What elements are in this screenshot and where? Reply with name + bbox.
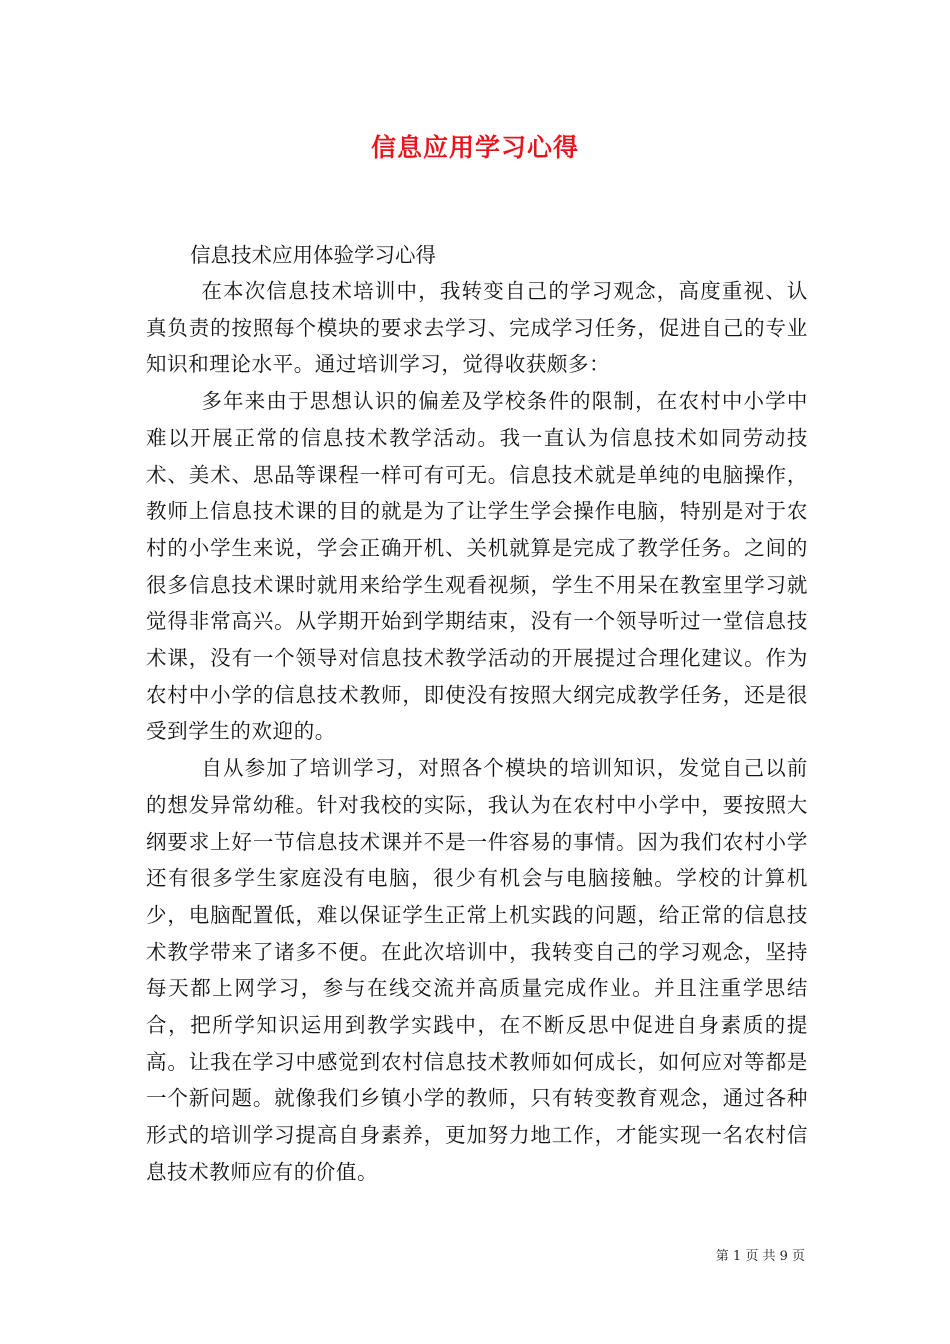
- paragraph-1: 在本次信息技术培训中，我转变自己的学习观念，高度重视、认真负责的按照每个模块的要求去学习、完成学习任务，促进自己的专业知识和理论水平。通过培训学习，觉得收获颇多：: [146, 279, 808, 377]
- document-subtitle: 信息技术应用体验学习心得: [190, 243, 436, 267]
- paragraph-3: 自从参加了培训学习，对照各个模块的培训知识，发觉自己以前的想发异常幼稚。针对我校的实际，我认为在农村中小学中，要按照大纲要求上好一节信息技术课并不是一件容易的事情。因为我们农村小学还有很多学生家庭没有电脑，很少有机会与电脑接触。学校的计算机少，电脑配置低，难以保证学生正常上机实践的问题，给正常的信息技术教学带来了诸多不便。在此次培训中，我转变自己的学习观念，坚持每天都上网学习，参与在线交流并高质量完成作业。并且注重学思结合，把所学知识运用到教学实践中，在不断反思中促进自身素质的提高。让我在学习中感觉到农村信息技术教师如何成长，如何应对等都是一个新问题。就像我们乡镇小学的教师，只有转变教育观念，通过各种形式的培训学习提高自身素养，更加努力地工作，才能实现一名农村信息技术教师应有的价值。: [146, 756, 808, 1184]
- page-number: 第 1 页 共 9 页: [715, 1249, 805, 1264]
- document-title: 信息应用学习心得: [370, 133, 579, 162]
- paragraph-2: 多年来由于思想认识的偏差及学校条件的限制，在农村中小学中难以开展正常的信息技术教学活动。我一直认为信息技术如同劳动技术、美术、思品等课程一样可有可无。信息技术就是单纯的电脑操作，教师上信息技术课的目的就是为了让学生学会操作电脑，特别是对于农村的小学生来说，学会正确开机、关机就算是完成了教学任务。之间的很多信息技术课时就用来给学生观看视频，学生不用呆在教室里学习就觉得非常高兴。从学期开始到学期结束，没有一个领导听过一堂信息技术课，没有一个领导对信息技术教学活动的开展提过合理化建议。作为农村中小学的信息技术教师，即使没有按照大纲完成教学任务，还是很受到学生的欢迎的。: [146, 389, 808, 744]
- document-body: [146, 237, 808, 1191]
